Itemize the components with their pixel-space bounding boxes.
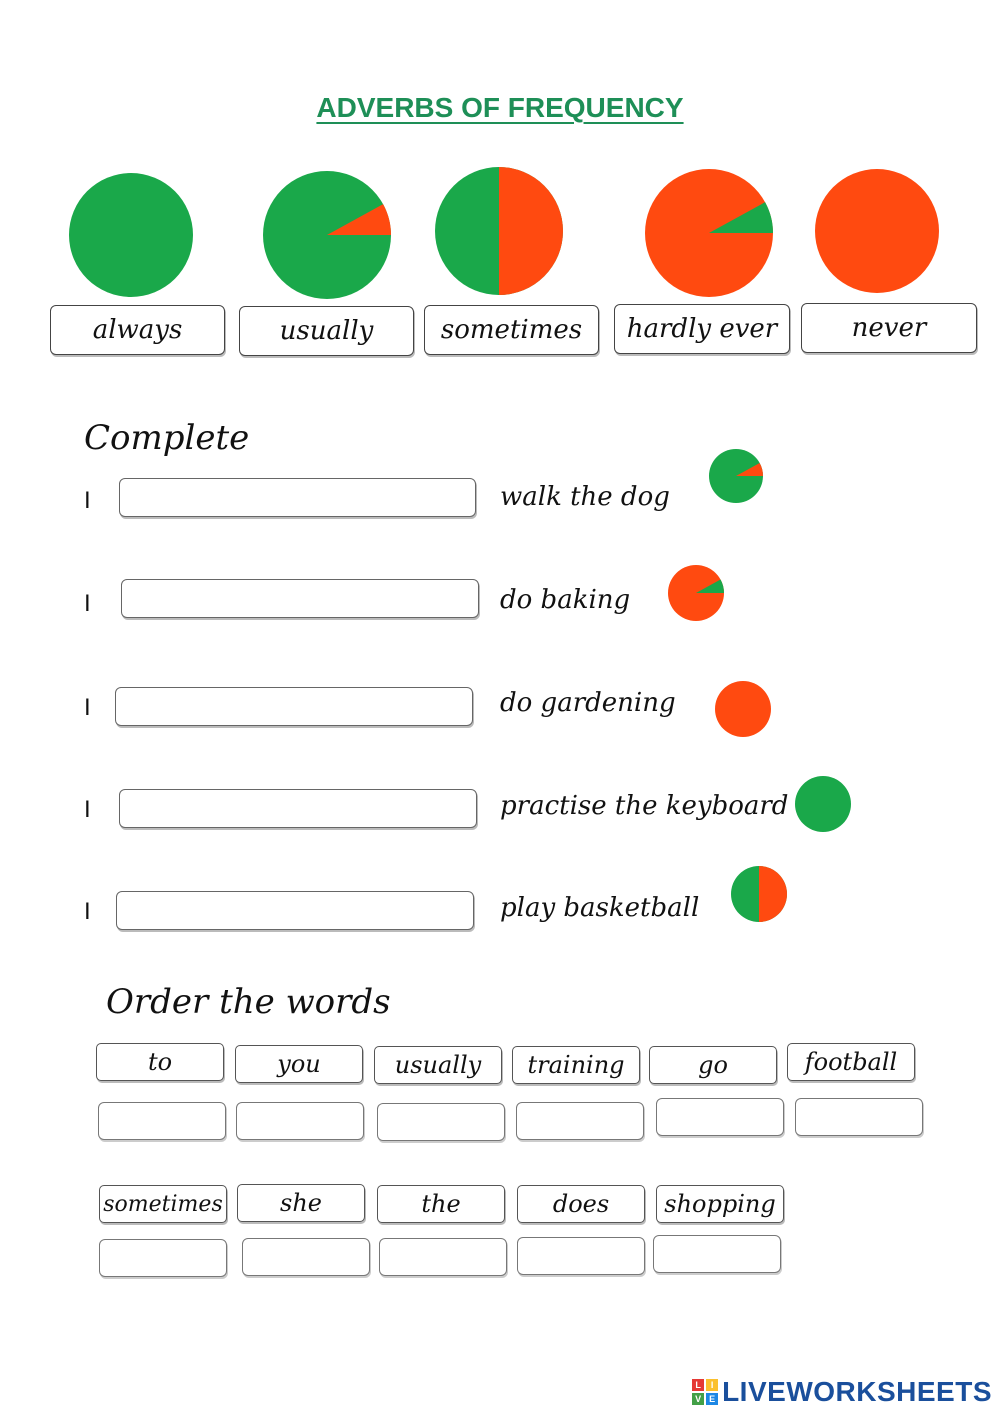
phrase-practise-the-keyboard: practise the keyboard [500,791,789,821]
word-tile-usually[interactable]: usually [374,1046,502,1084]
drop-slot-1-1[interactable] [98,1102,226,1140]
drop-slot-1-4[interactable] [516,1102,644,1140]
pie-practise-the-keyboard [794,775,852,833]
liveworksheets-logo-icon: L I V E [692,1379,718,1405]
word-tile-the[interactable]: the [377,1185,505,1223]
pronoun-5: I [84,898,91,925]
pie-slice [715,681,771,737]
drop-slot-1-5[interactable] [656,1098,784,1136]
answer-field-2[interactable] [121,579,479,618]
liveworksheets-brand [692,1376,992,1408]
phrase-play-basketball: play basketball [500,893,700,923]
phrase-do-baking: do baking [500,585,631,615]
word-tile-you[interactable]: you [235,1045,363,1083]
drop-slot-1-6[interactable] [795,1098,923,1136]
legend-pie-never [814,168,940,294]
drop-slot-2-1[interactable] [99,1239,227,1277]
word-tile-does[interactable]: does [517,1185,645,1223]
answer-field-1[interactable] [119,478,476,517]
word-tile-sometimes[interactable]: sometimes [99,1185,227,1223]
pie-play-basketball [730,865,788,923]
legend-label-never: never [801,303,977,353]
drop-slot-2-3[interactable] [379,1238,507,1276]
word-tile-she[interactable]: she [237,1184,365,1222]
pronoun-1: I [84,487,91,514]
legend-label-sometimes: sometimes [424,305,599,355]
pie-slice [815,169,939,293]
pronoun-4: I [84,796,91,823]
pie-walk-the-dog [708,448,764,504]
answer-field-4[interactable] [119,789,477,828]
drop-slot-1-2[interactable] [236,1102,364,1140]
drop-slot-1-3[interactable] [377,1103,505,1141]
pie-do-gardening [714,680,772,738]
legend-label-always: always [50,305,225,355]
legend-label-usually: usually [239,306,414,356]
pie-do-baking [667,564,725,622]
legend-pie-usually [262,170,392,300]
phrase-do-gardening: do gardening [500,688,676,718]
order-heading: Order the words [106,982,391,1022]
pie-slice [795,776,851,832]
legend-label-hardly-ever: hardly ever [614,304,790,354]
answer-field-3[interactable] [115,687,473,726]
legend-pie-hardly-ever [644,168,774,298]
legend-pie-sometimes [434,166,564,296]
phrase-walk-the-dog: walk the dog [500,482,670,512]
drop-slot-2-4[interactable] [517,1237,645,1275]
word-tile-go[interactable]: go [649,1046,777,1084]
brand-text: LIVEWORKSHEETS [722,1376,992,1407]
word-tile-football[interactable]: football [787,1043,915,1081]
pronoun-3: I [84,694,91,721]
pronoun-2: I [84,590,91,617]
complete-heading: Complete [84,418,250,458]
answer-field-5[interactable] [116,891,474,930]
page-title: ADVERBS OF FREQUENCY [316,92,684,123]
word-tile-to[interactable]: to [96,1043,224,1081]
word-tile-training[interactable]: training [512,1046,640,1084]
pie-slice [69,173,193,297]
pie-slice [499,167,563,295]
drop-slot-2-2[interactable] [242,1238,370,1276]
legend-pie-always [68,172,194,298]
word-tile-shopping[interactable]: shopping [656,1185,784,1223]
pie-slice [759,866,787,922]
drop-slot-2-5[interactable] [653,1235,781,1273]
